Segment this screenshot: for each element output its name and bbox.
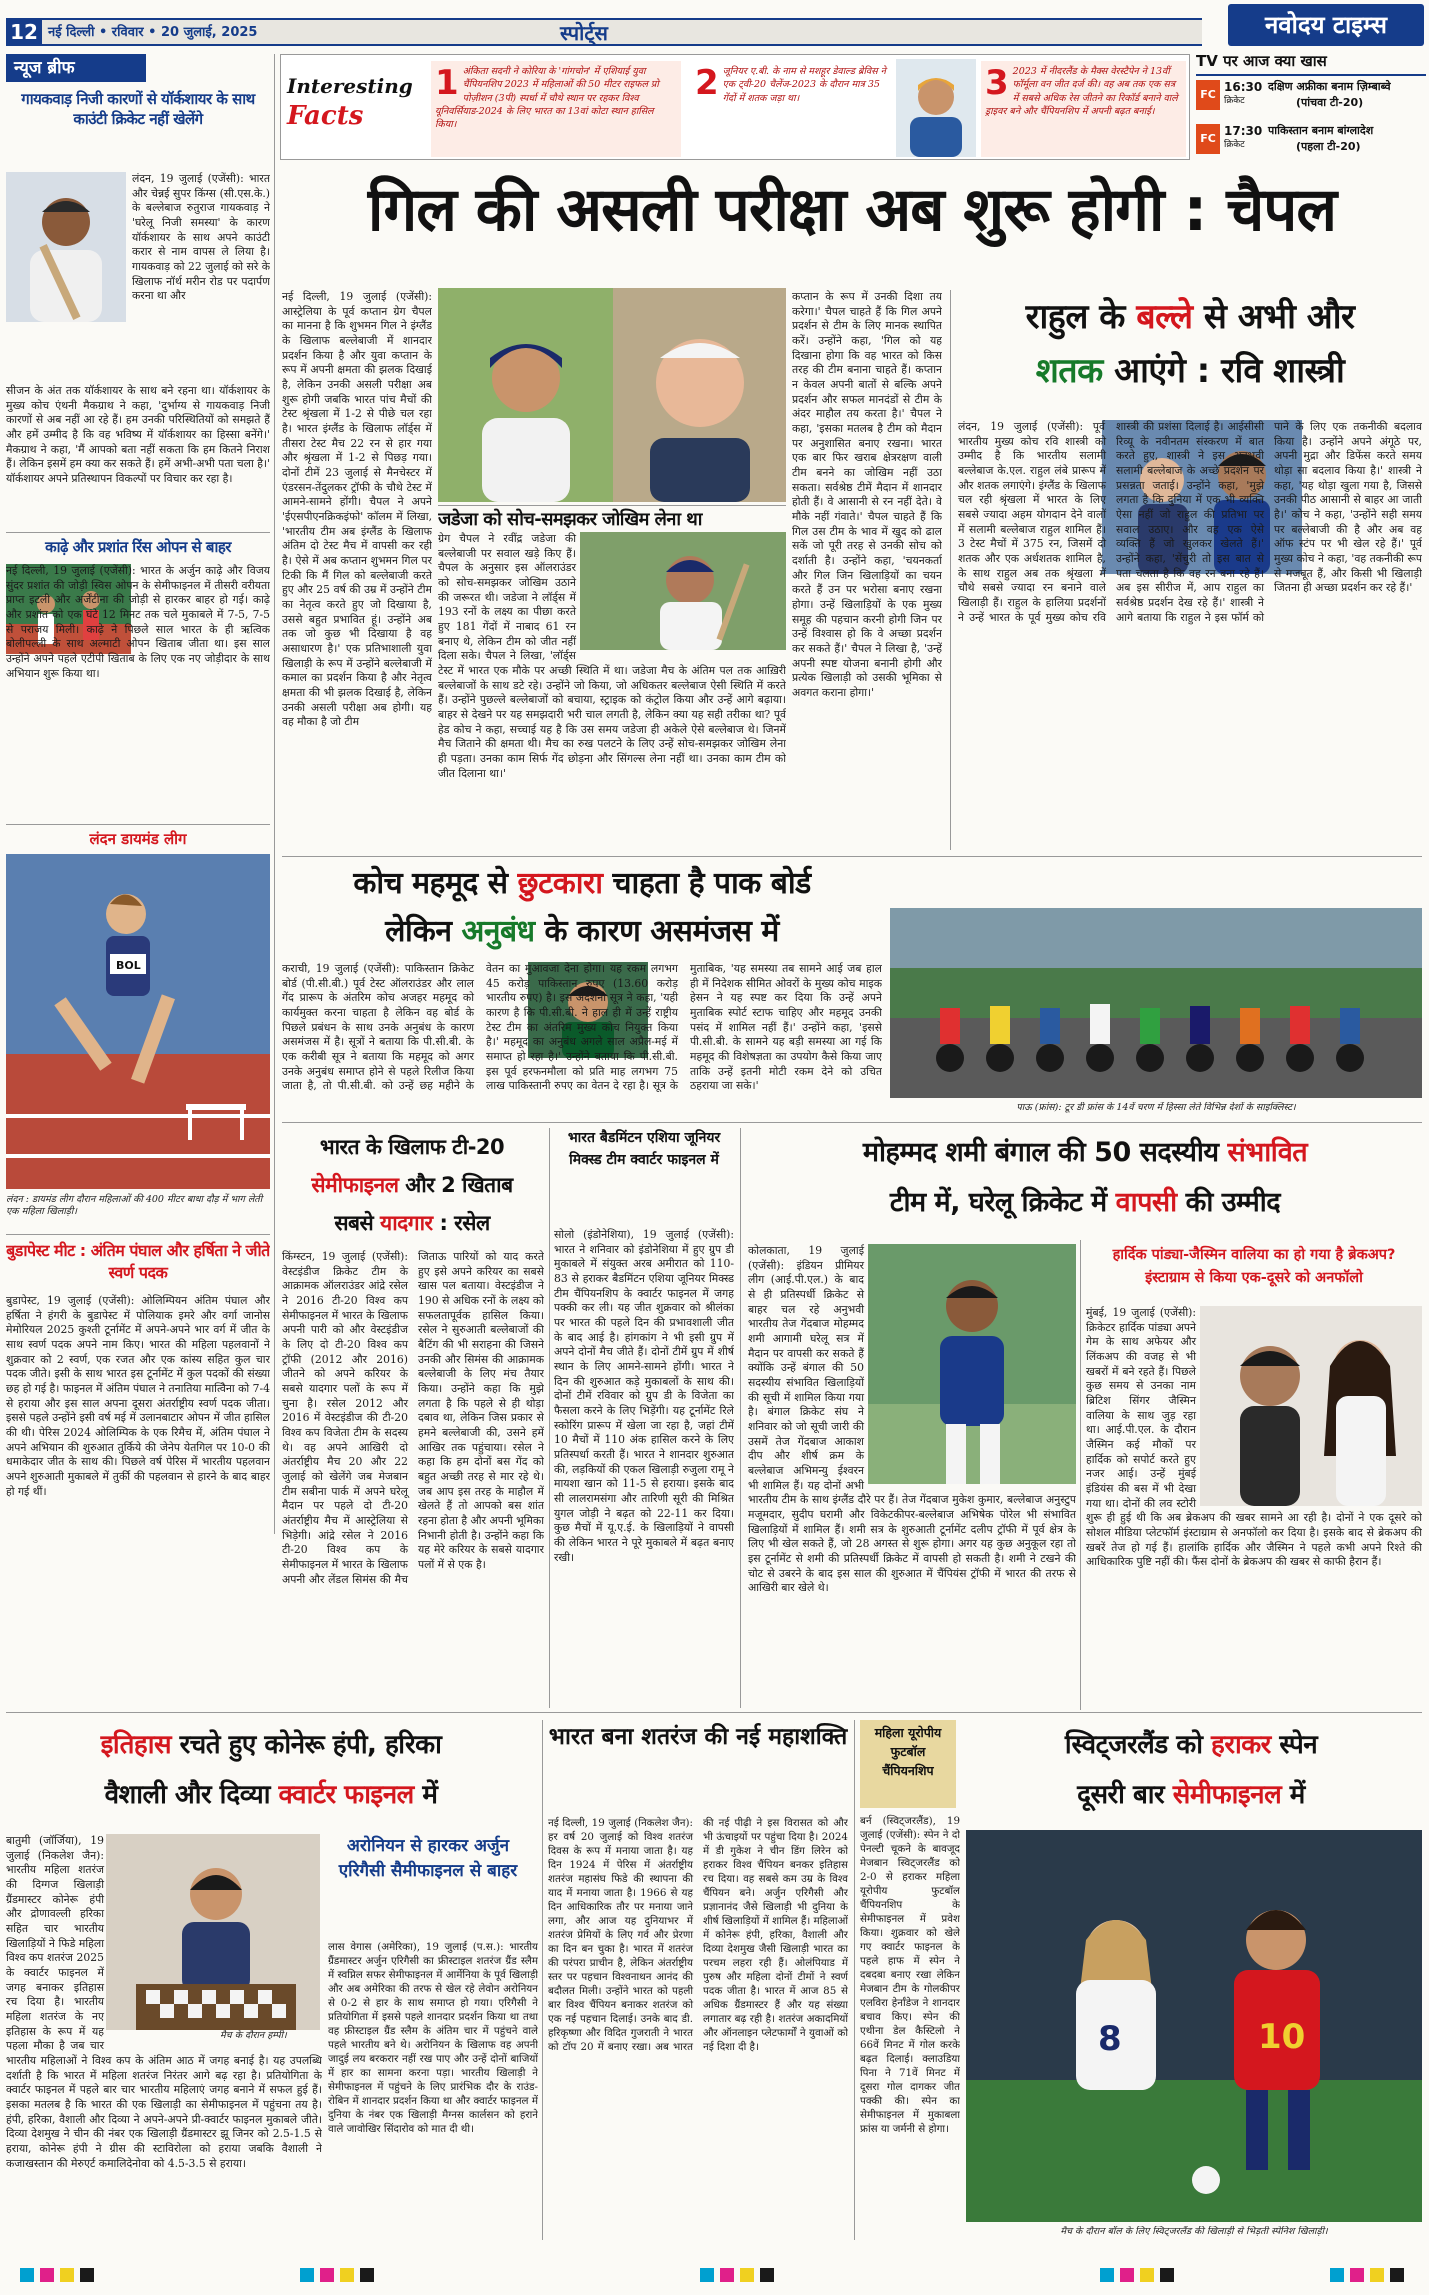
gill-col3: कप्तान के रूप में उनकी दिशा तय करेगा।' चैपल चाहते हैं कि गिल अपने प्रदर्शन से टीम के लिए मानक स्थापित करें। उन्होंने कहा, 'गिल को यह दिखाना होगा कि वह भारत को किस तरह की टीम बनाना चाहते हैं। कप्तान न केवल अपनी बातों से बल्कि अपने प्रदर्शन और सफल मानदंडों से टीम के अंदर माहौल तय करता है।' चैपल ने कहा, 'इसका मतलब है टीम को मैदान पर अनुशासित बनाए रखना। भारत एक बार फिर खराब क्षेत्ररक्षण वाली टीम बनने का जोखिम नहीं उठा सकता। सर्वश्रेष्ठ टीमें मैदान में शानदार होती हैं। वे आसानी से रन नहीं देते। वे मौके नहीं गंवाते।' चैपल चाहते हैं कि गिल उस टीम के भाव में खुद को ढाल सकें जो पूरी तरह से उनकी सोच को दर्शाती है। उन्होंने कहा, 'चयनकर्ता और गिल जिन खिलाड़ियों का चयन करते हैं उन पर भरोसा बनाए रखना होगा। उन्हें खिलाड़ियों के एक मुख्य समूह की पहचान करनी होगी जिन पर उन्हें विश्वास हो कि वे अच्छा प्रदर्शन कर सकते हैं।' चैपल ने लिखा है, 'उन्हें अपनी स्पष्ट योजना बनानी होगी और प्रत्येक खिलाड़ी को उसकी भूमिका से अवगत कराना होगा।' xyxy=(792,290,942,700)
rahul-headline: राहुल के बल्ले से अभी और शतक आएंगे : रवि शास्त्री xyxy=(1025,297,1355,391)
chess-headline: इतिहास रचते हुए कोनेरू हंपी, हरिका वैशाली और दिव्या क्वार्टर फाइनल में xyxy=(100,1730,442,1810)
hampi-caption: मैच के दौरान हम्पी। xyxy=(220,2030,287,2041)
euro-body: बर्न (स्विट्जरलैंड), 19 जुलाई (एजेंसी): स्पेन ने दो पेनल्टी चूकने के बावजूद मेजबान स्विट्जरलैंड को 2-0 से हराकर महिला यूरोपीय फुटबॉल चैंपियनशिप के सेमीफाइनल में प्रवेश किया। शुक्रवार को खेले गए क्वार्टर फाइनल के पहले हाफ में स्पेन ने दबदबा बनाए रखा लेकिन मेजबान टीम के गोलकीपर एलविरा हेर्नांडेज ने शानदार बचाव किए। स्पेन की एथीना डेल कैस्टिलो ने 66वें मिनट में गोल करके बढ़त दिलाई। क्लाउडिया पिना ने 71वें मिनट में दूसरा गोल दागकर जीत पक्की की। स्पेन का सेमीफाइनल में मुकाबला फ्रांस या जर्मनी से होगा। xyxy=(860,1815,960,2135)
fact-3: 3 2023 में नीदरलैंड के मैक्स वेरस्टैपेन ने 13वीं फॉर्मूला वन जीत दर्ज की। वह अब तक एक सत्र में सबसे अधिक रेस जीतने का रिकॉर्ड बनाने वाले ड्राइवर बने और चैंपियनशिप में अपनी बढ़त बनाई। xyxy=(981,61,1186,157)
coach-headline: कोच महमूद से छुटकारा चाहता है पाक बोर्ड लेकिन अनुबंध के कारण असमंजस में xyxy=(353,866,811,949)
svg-text:8: 8 xyxy=(1098,2019,1122,2059)
svg-text:BOL: BOL xyxy=(116,959,141,972)
section-label: स्पोर्ट्स xyxy=(560,21,608,45)
tour-de-france-photo xyxy=(890,908,1422,1098)
header-bar xyxy=(0,0,1429,48)
story-lead: लंदन, 19 जुलाई (एजेंसी): भारत और चेन्नई सुपर किंग्स (सी.एस.के.) के बल्लेबाज रुतुराज गायकवाड़ ने 'घरेलू निजी समस्या' के कारण यॉर्कशायर के साथ अपने काउंटी करार से नाम वापस ले लिया है। गायकवाड़ को 22 जुलाई को सरे के खिलाफ नॉर्थ मरीन रोड पर पदार्पण करना था और xyxy=(132,172,270,303)
gill-col1: नई दिल्ली, 19 जुलाई (एजेंसी): आस्ट्रेलिया के पूर्व कप्तान ग्रेग चैपल का मानना है कि शुभमन गिल ने इंग्लैंड के खिलाफ बल्लेबाजी में शानदार प्रदर्शन किया है और युवा कप्तान के रूप में अपनी क्षमता की झलक दिखाई है, लेकिन उनकी असली परीक्षा अब शुरू होगी जबकि भारत पांच मैचों की टेस्ट श्रृंखला में 1-2 से पीछे चल रहा है। भारत इंग्लैंड के खिलाफ लॉर्ड्स में तीसरा टेस्ट मैच 22 रन से हार गया और श्रृंखला में 1-2 से पिछड़ गया। दोनों टीमें 23 जुलाई से मैनचेस्टर में एंडरसन-तेंदुलकर ट्रॉफी के चौथे टेस्ट में आमने-सामने होंगी। चैपल ने अपने 'ईएसपीएनक्रिकइंफो' कॉलम में लिखा, 'भारतीय टीम अब इंग्लैंड के खिलाफ अंतिम दो टेस्ट मैच में वापसी कर रही है। ऐसे में अब कप्तान शुभमन गिल पर टिकी कि मैं गिल को बल्लेबाजी करते हुए और 25 वर्ष की उम्र में उन्होंने टीम का नेतृत्व करते हुए जो दिखाया है, उससे बहुत प्रभावित हूं। उन्होंने अब तक जो कुछ भी दिखाया है वह असाधारण है।' एक प्रतिभाशाली युवा खिलाड़ी के रूप में उन्होंने बल्लेबाजी में कमाल का प्रदर्शन किया है और नेतृत्व क्षमता की भी झलक दिखाई है, लेकिन उनकी असली परीक्षा अब होगी। यह वह मौका है जो टीम xyxy=(282,290,432,729)
dateline: नई दिल्ली • रविवार • 20 जुलाई, 2025 xyxy=(48,25,258,40)
news-brief-label: न्यूज ब्रीफ xyxy=(6,54,146,82)
svg-text:10: 10 xyxy=(1258,2017,1306,2057)
tour-caption: पाऊ (फ्रांस): टूर डी फ्रांस के 14वें चरण में हिस्सा लेते विभिन्न देशों के साइक्लिस्ट। xyxy=(1016,1102,1296,1113)
rahul-body: लंदन, 19 जुलाई (एजेंसी): पूर्व भारतीय मुख्य कोच रवि शास्त्री को उम्मीद है कि भारतीय सलामी बल्लेबाज के.एल. राहुल लंबे प्रारूप में और शतक लगाएंगे। इंग्लैंड के खिलाफ चल रही श्रृंखला में भारत के लिए सबसे ज्यादा अहम योगदान देने वालों में सलामी बल्लेबाज राहुल शामिल हैं। 3 टेस्ट मैचों में 375 रन, जिसमें दो शतक और एक अर्धशतक शामिल है, के साथ राहुल अब तक श्रृंखला में चौथे सबसे ज्यादा रन बनाने वाले खिलाड़ी हैं। राहुल के हालिया प्रदर्शनों ने उन्हें भारत के पूर्व मुख्य कोच रवि शास्त्री की प्रशंसा दिलाई है। आईसीसी रिव्यू के नवीनतम संस्करण में बात करते हुए, शास्त्री ने इस अनुभवी सलामी बल्लेबाज के अच्छे प्रदर्शन पर प्रसन्नता जताई। उन्होंने कहा, 'मुझे लगता है कि दुनिया में एक भी व्यक्ति ऐसा नहीं जो राहुल की प्रतिभा पर सवाल उठाए। और वह एक ऐसे व्यक्ति हैं जो खुलकर खेलते हैं।' उन्होंने कहा, 'सेंचुरी तो इस बात से पता चलता है कि वह रन बना रहे हैं। अब इस सीरीज में, आप राहुल का सर्वश्रेष्ठ प्रदर्शन देख रहे हैं।' शास्त्री ने आगे बताया कि राहुल ने इस फॉर्म को पाने के लिए एक तकनीकी बदलाव किया है। उन्होंने अपने अंगूठे पर, अपनी मुद्रा और डिफेंस करते समय थोड़ा सा बदलाव किया है।' शास्त्री ने कहा, 'यह थोड़ा खुला गया है, जिससे उनकी पीठ आसानी से बाहर आ जाती है।' कोच ने कहा, 'उन्होंने सही समय पर बल्लेबाजी की है और अब वह ऑफ स्टंप पर भी खेल रहे हैं।' पूर्व मुख्य कोच ने कहा, 'वह तकनीकी रूप से मजबूत हैं, और किसी भी खिलाड़ी जितना ही अच्छा प्रदर्शन कर रहे हैं।' xyxy=(958,420,1422,624)
newpower-headline: भारत बना शतरंज की नई महाशक्ति xyxy=(548,1724,848,1750)
story-body: सीजन के अंत तक यॉर्कशायर के साथ बने रहना था। यॉर्कशायर के मुख्य कोच एंथनी मैकग्राथ ने कहा, 'दुर्भाग्य से गायकवाड़ निजी कारणों से अब नहीं आ रहे हैं। हम उनकी परिस्थितियों को समझते हैं और हमें उम्मीद है कि वह भविष्य में यॉर्कशायर का हिस्सा बनेंगे।' मैकग्राथ ने कहा, 'मैं आपको बता नहीं सकता कि हम कितने निराश हैं। लेकिन इसमें हम क्या कर सकते हैं। हमें अभी-अभी पता चला है।' यॉर्कशायर अपने प्रतिस्थापन विकल्पों पर विचार कर रहा है। xyxy=(6,384,270,486)
aronian-headline: अरोनियन से हारकर अर्जुन एरिगैसी सैमीफाइनल से बाहर xyxy=(338,1836,518,1881)
coach-body: कराची, 19 जुलाई (एजेंसी): पाकिस्तान क्रिकेट बोर्ड (पी.सी.बी.) पूर्व टेस्ट ऑलराउंडर और लाल गेंद प्रारूप के अंतरिम कोच अजहर महमूद को कार्यमुक्त करना चाहता है लेकिन वह बोर्ड के पिछले प्रबंधन के साथ उनके अनुबंध के कारण असमंजस में है। सूत्रों ने बताया कि पी.सी.बी. के एक करीबी सूत्र ने बताया कि महमूद को अगर उनके अनुबंध समाप्त होने से पहले रिलीज किया जाता है, तो पी.सी.बी. को उन्हें छह महीने के वेतन का मुआवजा देना होगा। यह रकम लगभग 45 करोड़ पाकिस्तान रुपए (13.60 करोड़ भारतीय रुपए) है। इस अंदेशनी सूत्र ने कहा, 'यही कारण है कि पी.सी.बी. ने हाल ही में उन्हें राष्ट्रीय टेस्ट टीम का अंतरिम मुख्य कोच नियुक्त किया है।' महमूद का अनुबंध अगले साल अप्रैल-मई में समाप्त हो रहा है।' उन्होंने बताया कि पी.सी.बी. इस पूर्व हरफनमौला को प्रति माह लगभग 75 लाख पाकिस्तानी रुपए का वेतन दे रहा है। सूत्र के मुताबिक, 'यह समस्या तब सामने आई जब हाल ही में निदेशक सीमित ओवरों के मुख्य कोच माइक हेसन ने यह स्पष्ट कर दिया कि उन्हें अपने मुताबिक स्पोर्ट स्टाफ चाहिए और महमूद उनकी पसंद में शामिल नहीं हैं।' उन्होंने कहा, 'इससे पी.सी.बी. के सामने यह बड़ी समस्या आ गई कि महमूद की विशेषज्ञता का उपयोग कैसे किया जाए ताकि उन्हें इतनी मोटी रकम देने को उचित ठहराया जा सके।' xyxy=(282,962,882,1093)
diamond-league-title: लंदन डायमंड लीग xyxy=(89,830,187,848)
print-color-bar xyxy=(0,2262,1429,2288)
paper-logo: नवोदय टाइम्स xyxy=(1228,4,1424,46)
football-caption: मैच के दौरान बॉल के लिए स्विट्जरलैंड की खिलाड़ी से भिड़ती स्पेनिश खिलाड़ी। xyxy=(1060,2226,1328,2237)
badminton-body: सोलो (इंडोनेशिया), 19 जुलाई (एजेंसी): भारत ने शनिवार को इंडोनेशिया में हुए ग्रुप डी मुकाबले में संयुक्त अरब अमीरात को 110-83 से हराकर बैडमिंटन एशिया जूनियर मिक्स्ड टीम चैंपियनशिप के क्वार्टर फाइनल में जगह पक्की कर ली। यह जीत शुक्रवार को श्रीलंका पर भारत की पहले दिन की प्रभावशाली जीत के बाद आई है। हांगकांग ने भी इसी ग्रुप में अपने दोनों मैच जीते हैं। दोनों टीमें ग्रुप में शीर्ष स्थान के लिए आमने-सामने होंगी। भारत ने दिन की शुरुआत कड़े मुकाबलों के साथ की। दोनों टीमें रविवार को ग्रुप डी के विजेता का फैसला करने के लिए भिड़ेंगी। यह टूर्नामेंट रिले स्कोरिंग प्रारूप में खेला जा रहा है, जहां टीमें 10 मैचों में 110 अंक हासिल करने के लिए प्रतिस्पर्धा करती हैं। भारत ने शानदार शुरुआत की, लड़कियों की एकल खिलाड़ी रुजुला रामू ने मायशा खान को 11-5 से हराया। इसके बाद सी लालरामसंगा और तारिणी सूरी की मिश्रित युगल जोड़ी ने बढ़त को 22-11 कर दिया। कुछ मैचों में यू.ए.ई. के खिलाड़ियों ने वापसी की लेकिन भारत ने पूरे मुकाबले में बढ़त बनाए रखी। xyxy=(554,1228,734,1564)
budapest-title: बुडापेस्ट मीट : अंतिम पंघाल और हर्षिता ने जीते स्वर्ण पदक xyxy=(6,1241,270,1282)
jadeja-body: ग्रेग चैपल ने रवींद्र जडेजा की बल्लेबाजी पर सवाल खड़े किए हैं। चैपल के अनुसार इस ऑलराउंडर को सोच-समझकर जोखिम उठाने की जरूरत थी। जडेजा ने लॉर्ड्स में 193 रनों के लक्ष्य का पीछा करते हुए 181 गेंदों में नाबाद 61 रन बनाए थे, लेकिन टीम को जीत नहीं दिला सके। चैपल ने लिखा, 'लॉर्ड्स टेस्ट में भारत एक मौके पर अच्छी स्थिति में था। जडेजा मैच के अंतिम पल तक आख़िरी बल्लेबाजों के साथ डटे रहे। उन्होंने जो किया, जो अधिकतर बल्लेबाज ऐसी स्थिति में करते हैं। उन्होंने पुछल्ले बल्लेबाजों को बचाया, स्ट्राइक को कंट्रोल किया और उन्हें आगे बढ़ाया। बाहर से देखने पर यह समझदारी भरी चाल लगती है, लेकिन क्या यह सही तरीका था? पूर्व हेड कोच ने कहा, सच्चाई यह है कि उस समय जडेजा ही अकेले ऐसे बल्लेबाज थे। जिनमें मैच जिताने की क्षमता थी। मैच का रुख पलटने के लिए उन्हें सोच-समझकर जोखिम लेना ही पड़ता। उनका काम सिर्फ गेंद छोड़ना और सिंगल्स लेना नहीं था। उनका काम टीम को जीत दिलाना था।' xyxy=(438,532,786,780)
euro-headline: स्विट्जरलैंड को हराकर स्पेन दूसरी बार सेमीफाइनल में xyxy=(1064,1730,1318,1810)
story-title: गायकवाड़ निजी कारणों से यॉर्कशायर के साथ काउंटी क्रिकेट नहीं खेलेंगे xyxy=(21,90,255,128)
newpower-body: नई दिल्ली, 19 जुलाई (निकलेश जैन): हर वर्ष 20 जुलाई को विश्व शतरंज दिवस के रूप में मनाया जाता है। यह दिन 1924 में पेरिस में अंतर्राष्ट्रीय शतरंज महासंघ फिडे की स्थापना की याद में मनाया जाता है। 1966 से यह दिन आधिकारिक तौर पर मनाया जाने लगा, और आज यह दुनियाभर में शतरंज प्रेमियों के लिए गर्व और प्रेरणा का दिन बन चुका है। भारत में शतरंज की परंपरा प्राचीन है, लेकिन अंतर्राष्ट्रीय स्तर पर पहचान विश्वनाथन आनंद की बदौलत मिली। उन्होंने भारत को पहली बार विश्व चैंपियन बनाकर शतरंज को एक नई पहचान दिलाई। उनके बाद डी. हरिकृष्णा और विदित गुजराती ने भारत को टॉप 20 में बनाए रखा। अब भारत की नई पीढ़ी ने इस विरासत को और भी ऊंचाइयों पर पहुंचा दिया है। 2024 में डी गुकेश ने चीन डिंग लिरेन को हराकर विश्व चैंपियन बनकर इतिहास रच दिया। वह सबसे कम उम्र के विश्व चैंपियन बने। अर्जुन एरिगैसी और प्रज्ञानानंद जैसे खिलाड़ी भी दुनिया के शीर्ष खिलाड़ियों में शामिल हैं। महिलाओं में कोनेरू हंपी, हरिका, वैशाली और दिव्या देशमुख जैसी खिलाड़ी भारत का परचम लहरा रही हैं। ओलंपियाड में पुरुष और महिला दोनों टीमों ने स्वर्ण पदक जीता है। भारत में आज 85 से अधिक ग्रैंडमास्टर हैं और यह संख्या लगातार बढ़ रही है। शतरंज अकादमियों और ऑनलाइन प्लेटफार्मों ने युवाओं को नई दिशा दी है। xyxy=(548,1817,848,2053)
badminton-headline: भारत बैडमिंटन एशिया जूनियर मिक्स्ड टीम क्वार्टर फाइनल में xyxy=(567,1130,721,1168)
tv-box xyxy=(1196,52,1426,160)
tv-title: TV पर आज क्या खास xyxy=(1196,52,1426,76)
hardik-body: मुंबई, 19 जुलाई (एजेंसी): क्रिकेटर हार्दिक पांड्या अपने गेम के साथ अफेयर और लिंकअप की वजह से भी खबरों में बने रहते हैं। पिछले कुछ समय से उनका नाम ब्रिटिश सिंगर जैस्मिन वालिया के साथ जुड़ रहा था। आई.पी.एल. के दौरान जैस्मिन कई मौकों पर हार्दिक को सपोर्ट करते हुए नजर आई। उन्हें मुंबई इंडियंस की बस में भी देखा गया था। दोनों की लव स्टोरी शुरू ही हुई थी कि अब ब्रेकअप की खबर सामने आ रही है। दोनों ने एक दूसरे को सोशल मीडिया प्लेटफॉर्म इंस्टाग्राम से अनफॉलो कर दिया है। इसके बाद से ब्रेकअप की खबरें तेज हो गई हैं। हालांकि हार्दिक और जैस्मिन ने पहले कभी अपने रिश्ते की आधिकारिक पुष्टि नहीं की। फैंस दोनों के ब्रेकअप की खबर से काफी हैरान हैं। xyxy=(1086,1306,1422,1569)
tv-row: FC 17:30 क्रिकेट पाकिस्तान बनाम बांग्लादेश (पहला टी-20) xyxy=(1196,122,1426,160)
euro-label: महिला यूरोपीय फुटबॉल चैंपियनशिप xyxy=(860,1720,956,1808)
russell-body: किंग्स्टन, 19 जुलाई (एजेंसी): वेस्टइंडीज क्रिकेट टीम के आक्रामक ऑलराउंडर आंद्रे रसेल ने 2016 टी-20 विश्व कप सेमीफाइनल में भारत के खिलाफ अपनी पारी को और वेस्टइंडीज के लिए दो टी-20 विश्व कप ट्रॉफी (2012 और 2016) जीतने को अपने करियर के सबसे यादगार पलों के रूप में चुना है। रसेल 2012 और 2016 में वेस्टइंडीज की टी-20 विश्व कप विजेता टीम के सदस्य थे। वह अपने आखिरी दो अंतर्राष्ट्रीय मैच 20 और 22 जुलाई को खेलेंगे जब मेजबान टीम सबीना पार्क में अपने घरेलू मैदान पर पहले दो टी-20 अंतर्राष्ट्रीय मैच में आस्ट्रेलिया से भिड़ेगी। आंद्रे रसेल ने 2016 टी-20 विश्व कप के सेमीफाइनल में भारत के खिलाफ अपनी और लेंडल सिमंस की मैच जिताऊ पारियों को याद करते हुए इसे अपने करियर का सबसे खास पल बताया। वेस्टइंडीज ने 190 से अधिक रनों के लक्ष्य को सफलतापूर्वक हासिल किया। रसेल ने सुरुआती बल्लेबाजों की बैटिंग की भी सराहना की जिसने उनकी और सिमंस की आक्रामक बल्लेबाजी के लिए मंच तैयार किया। उन्होंने कहा कि मुझे लगता है कि पहले से ही थोड़ा दबाव था, लेकिन जिस प्रकार से हमने बल्लेबाजी की, उसने हमें आखिर तक पहुंचाया। रसेल ने कहा कि हम दोनों बस गेंद को बहुत अच्छी तरह से मार रहे थे। जब आप इस तरह के माहौल में खेलते हैं तो आपको बस शांत रहना होता है और अपनी भूमिका निभानी होती है। उन्होंने कहा कि यह मेरे करियर के सबसे यादगार पलों में से एक है। xyxy=(282,1250,544,1586)
fact-1: 1 अंकिता सदनी ने कोरिया के 'गांगचोन' में एशियाई युवा चैंपियनशिप 2023 में महिलाओं की 50 मीटर राइफल प्रो पोज़ीशन (3पी) स्पर्धा में चौथे स्थान पर रहकर विश्व यूनिवर्सियाड-2024 के लिए भारत का 13वां कोटा स्थान हासिल किया। xyxy=(431,61,681,157)
hurdler-photo xyxy=(6,854,270,1189)
story-body: नई दिल्ली, 19 जुलाई (एजेंसी): भारत के अर्जुन काढ़े और विजय सुंदर प्रशांत की जोड़ी स्विस ओपन के सेमीफाइनल में तीसरी वरीयता प्राप्त इटली और अर्जेंटीना की जोड़ी से हारकर बाहर हो गई। काढ़े और प्रशांत को एक घंटे 12 मिनट तक चले मुकाबले में 7-5, 7-5 से पराजय मिली। काढ़े ने पिछले साल भारत के ही ऋत्विक बोलीपल्ली के साथ अल्माटी ओपन खिताब जीता था। इस साल उन्होंने अपने पहले एटीपी खिताब के लिए एक नए जोड़ीदार के साथ अभियान शुरू किया था। xyxy=(6,564,270,680)
hardik-headline: हार्दिक पांड्या-जैस्मिन वालिया का हो गया है ब्रेकअप? इंस्टाग्राम से किया एक-दूसरे को अनफॉलो xyxy=(1112,1247,1396,1287)
story-title: काढ़े और प्रशांत रिंस ओपन से बाहर xyxy=(45,538,231,556)
shami-headline: मोहम्मद शमी बंगाल की 50 सदस्यीय संभावित टीम में, घरेलू क्रिकेट में वापसी की उम्मीद xyxy=(862,1137,1308,1218)
shami-body: कोलकाता, 19 जुलाई (एजेंसी): इंडियन प्रीमियर लीग (आई.पी.एल.) के बाद से ही प्रतिस्पर्धी क्रिकेट से बाहर चल रहे अनुभवी भारतीय तेज गेंदबाज मोहम्मद शमी आगामी घरेलू सत्र में मैदान पर वापसी कर सकते हैं क्योंकि उन्हें बंगाल की 50 सदस्यीय संभावित खिलाड़ियों की सूची में शामिल किया गया है। बंगाल क्रिकेट संघ ने शनिवार को जो सूची जारी की उसमें तेज गेंदबाज आकाश दीप और शीर्ष क्रम के बल्लेबाज अभिमन्यु ईश्वरन भी शामिल हैं। यह दोनों अभी भारतीय टीम के साथ इंग्लैंड दौरे पर हैं। तेज गेंदबाज मुकेश कुमार, बल्लेबाज अनुस्टुप मजूमदार, सुदीप घरामी और विकेटकीपर-बल्लेबाज अभिषेक पोरेल भी संभावित खिलाड़ियों में शामिल हैं। शमी सत्र के शुरुआती टूर्नामेंट दलीप ट्रॉफी में पूर्व क्षेत्र के लिए भी खेल सकते हैं, जो 28 अगस्त से शुरू होगा। अगर यह कुछ अनुकूल रहा तो इस टूर्नामेंट से शमी की प्रतिस्पर्धी क्रिकेट में वापसी हो सकती है। शमी ने टखने की चोट से उबरने के बाद इस साल की शुरुआत में चैंपियंस ट्रॉफी में भारत की तरफ से आखिरी बार खेले थे। xyxy=(748,1244,1076,1595)
gill-chappell-photo xyxy=(438,288,786,502)
gaikwad-photo xyxy=(6,172,126,322)
russell-headline: भारत के खिलाफ टी-20 सेमीफाइनल और 2 खिताब सबसे यादगार : रसेल xyxy=(311,1135,513,1235)
page-number: 12 xyxy=(6,18,42,46)
chess-body: बातुमी (जॉर्जिया), 19 जुलाई (निकलेश जैन): भारतीय महिला शतरंज की दिग्गज खिलाड़ी ग्रैंडमास्टर कोनेरू हंपी और द्रोणावल्ली हरिका सहित चार भारतीय खिलाड़ियों ने फिडे महिला विश्व कप शतरंज 2025 के क्वार्टर फाइनल में जगह बनाकर इतिहास रच दिया है। भारतीय महिला शतरंज के नए इतिहास के रूप में यह पहला मौका है जब चार भारतीय महिलाओं ने विश्व कप के अंतिम आठ में जगह बनाई है। यह उपलब्धि दर्शाती है कि भारत में महिला शतरंज निरंतर आगे बढ़ रहा है। प्रतियोगिता के क्वार्टर फाइनल में पहले बार चार भारतीय महिलाएं जगह बनाने में सफल हुई हैं। इसका मतलब है कि भारत की एक खिलाड़ी का सेमीफाइनल में पहुंचना तय है। हंपी, हरिका, वैशाली और दिव्या ने अपने-अपने प्री-क्वार्टर फाइनल मुकाबले जीते। दिव्या देशमुख ने चीन की नंबर एक खिलाड़ी ग्रैंडमास्टर झू जिनर को 2.5-1.5 से हराया, कोनेरू हंपी ने ग्रीस की स्टाविरोला को हराया जबकि वैशाली ने कजाखस्तान की मेरुएर्ट कमालिदेनोवा को 4.5-3.5 से हराया। xyxy=(6,1834,322,2170)
facts-title: Interesting Facts xyxy=(287,74,413,132)
gill-headline: गिल की असली परीक्षा अब शुरू होगी : चैपल xyxy=(367,175,1337,245)
brevis-photo xyxy=(896,59,976,157)
football-photo xyxy=(966,1830,1422,2222)
fact-2: 2 जूनियर ए.बी. के नाम से मशहूर डेवाल्ड ब्रेविस ने एक ट्वी-20 चैलेंज-2023 के दौरान मात्र 35 गेंदों में शतक जड़ा था। xyxy=(695,63,886,104)
fc-icon: FC xyxy=(1196,124,1220,154)
diamond-caption: लंदन : डायमंड लीग दौरान महिलाओं की 400 मीटर बाधा दौड़ में भाग लेती एक महिला खिलाड़ी। xyxy=(6,1194,263,1218)
fc-icon: FC xyxy=(1196,80,1220,110)
budapest-body: बुडापेस्ट, 19 जुलाई (एजेंसी): ओलिम्पियन अंतिम पंघाल और हर्षिता ने हंगरी के बुडापेस्ट में पोलियाक इमरे और वर्गा जानोस मेमोरियल 2025 कुश्ती टूर्नामेंट में अपने-अपने भार वर्ग में जीत के साथ स्वर्ण पदक अपने नाम किए। भारत की महिला पहलवानों ने शुक्रवार को 2 स्वर्ण, एक रजत और एक कांस्य सहित कुल चार पदक जीते। इसी के साथ भारत इस टूर्नामेंट में कुल पदकों की संख्या छह हो गई है। फाइनल में अंतिम पंघाल ने तनातिया मात्वेिना को 7-4 से हराया और इस साल अपना दूसरा अंतर्राष्ट्रीय स्वर्ण पदक जीता। इससे पहले उन्होंने इसी वर्ष मई में उलानबाटार ओपन में जीत हासिल की थी। पेरिस 2024 ओलिम्पिक के एक रिमैच में, अंतिम पंघाल ने अपने अभियान की शुरुआत तुर्किये की जेनेप येतगिल पर 10-0 की धमाकेदार जीत के साथ की। पिछले वर्ष पेरिस में भारतीय पहलवान अपने शुरुआती मुकाबले में तुर्की की पहलवान से हारने के बाद बाहर हो गई थीं। xyxy=(6,1294,270,1498)
facts-box xyxy=(280,54,1190,160)
jadeja-title: जडेजा को सोच-समझकर जोखिम लेना था xyxy=(438,505,786,533)
aronian-body: लास वेगास (अमेरिका), 19 जुलाई (प.स.): भारतीय ग्रैंडमास्टर अर्जुन एरिगैसी का फ्रीस्टाइल शतरंज ग्रैंड स्लैम में स्वप्निल सफर सेमीफाइनल में आर्मेनिया के पूर्व खिलाड़ी और अब अमेरिका की तरफ से खेल रहे लेवोन अरोनियन से 0-2 से हार के साथ समाप्त हो गया। एरिगैसी ने प्रतियोगिता में इससे पहले शानदार प्रदर्शन किया था तथा वह फ्रीस्टाइल ग्रैंड स्लैम के अंतिम चार में पहुंचने वाले पहले भारतीय बने थे। अरोनियन के खिलाफ वह अपनी जादुई लय बरकरार नहीं रख पाए और उन्हें दोनों बाजियों में हार का सामना करना पड़ा। भारतीय खिलाड़ी ने सेमीफाइनल में पहुंचने के लिए प्रारंभिक दौर के राउंड-रोबिन में शानदार प्रदर्शन किया था और क्वार्टर फाइनल में दुनिया के नंबर एक खिलाड़ी मैग्नस कार्लसन को हराने वाले जावोखिर सिंदारोव को मात दी थी। xyxy=(328,1941,538,2135)
tv-row: FC 16:30 क्रिकेट दक्षिण अफ्रीका बनाम ज़िम्बाब्वे (पांचवा टी-20) xyxy=(1196,78,1426,116)
